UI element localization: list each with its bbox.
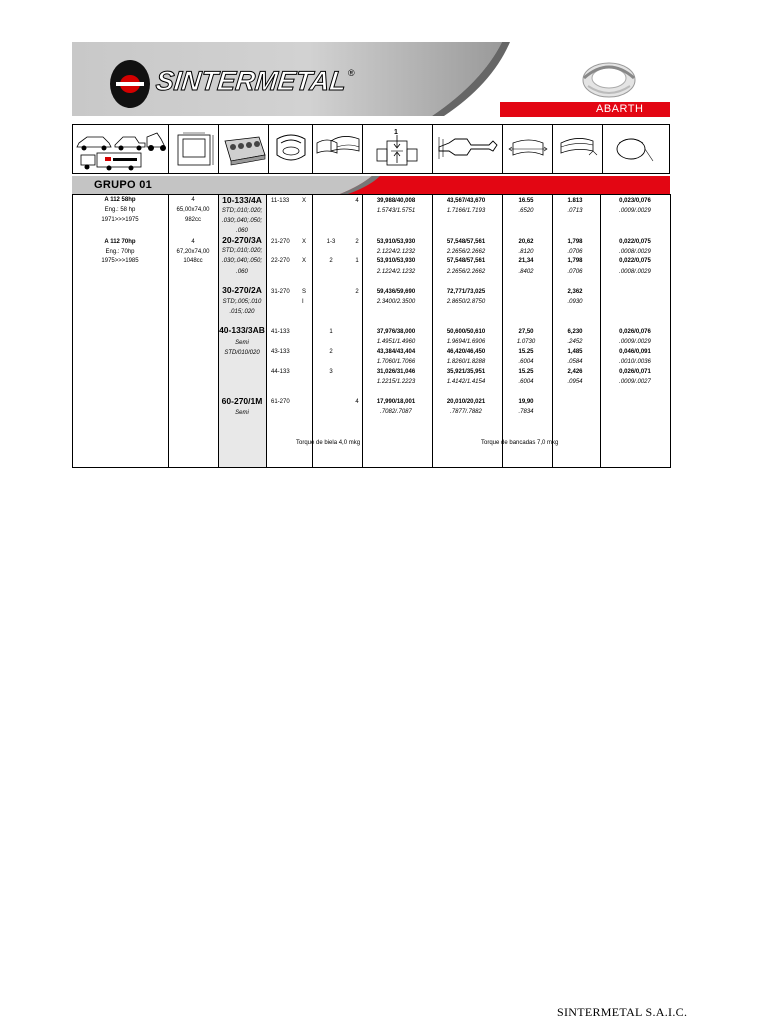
model-cylinders: 4 — [191, 197, 195, 203]
width-in: .8402 — [518, 269, 534, 275]
clearance-in: .0009/.0027 — [619, 379, 651, 385]
clearance-mm: 0,026/0,071 — [619, 369, 651, 375]
thickness-in: .0713 — [567, 208, 583, 214]
group-label: GRUPO 01 — [94, 179, 153, 191]
reference-sizes: .060 — [236, 228, 248, 234]
model-cylinders: 4 — [191, 239, 195, 245]
inner-diameter-in: .7082/.7087 — [380, 409, 412, 415]
thickness-in: .0954 — [567, 379, 583, 385]
width-in: .6004 — [518, 359, 534, 365]
width-in: .7834 — [518, 409, 534, 415]
inner-diameter-mm: 43,384/43,404 — [376, 349, 416, 355]
width-in: .6520 — [518, 208, 534, 214]
width-mm: 19,90 — [518, 399, 534, 405]
thickness-in: .0706 — [567, 269, 583, 275]
svg-text:1: 1 — [394, 129, 398, 136]
outer-diameter-in: 2.2656/2.2662 — [446, 269, 486, 275]
inner-diameter-in: 2.1224/2.1232 — [376, 269, 416, 275]
width-mm: 16.55 — [518, 198, 534, 204]
main-bearing-set-icon — [313, 125, 363, 173]
model-years: 1975>>>1985 — [101, 258, 139, 264]
clearance-in: .0008/.0029 — [619, 269, 651, 275]
brand-logo-icon — [110, 60, 150, 108]
registered-mark: ® — [348, 68, 355, 78]
clearance-mm: 0,023/0,076 — [619, 198, 651, 204]
part-type: X — [302, 198, 307, 204]
inner-diameter-in: 2.1224/2.1232 — [376, 249, 416, 255]
model-displacement: 1048cc — [183, 258, 203, 264]
width-mm: 15.25 — [518, 369, 534, 375]
part-qty: 4 — [355, 399, 359, 405]
thickness-mm: 1,798 — [567, 258, 583, 264]
table-divider — [600, 194, 601, 468]
part-type-secondary: I — [302, 299, 304, 305]
vehicles-icon — [73, 125, 169, 173]
model-engine: Eng.: 58 hp — [104, 207, 136, 213]
reference-sizes: .030;.040;.050; — [221, 258, 263, 264]
part-number: 44-133 — [271, 369, 290, 375]
clearance-in: .0010/.0036 — [619, 359, 651, 365]
part-position: 3 — [329, 369, 333, 375]
reference-sizes: .060 — [236, 269, 248, 275]
part-number: 61-270 — [271, 399, 290, 405]
thickness-mm: 1,485 — [567, 349, 583, 355]
inner-diameter-in: 2.3400/2.3500 — [376, 299, 416, 305]
thickness-in: .0706 — [567, 249, 583, 255]
width-mm: 27,50 — [518, 329, 534, 335]
outer-diameter-mm: 72,771/73,025 — [446, 289, 486, 295]
inner-diameter-in: 1.5743/1.5751 — [376, 208, 416, 214]
inner-diameter-in: 1.2215/1.2223 — [376, 379, 416, 385]
width-in: 1.0730 — [516, 339, 536, 345]
reference-sizes: STD/010/020 — [224, 350, 260, 356]
outer-diameter-mm: 57,548/57,561 — [446, 258, 486, 264]
width-in: .6004 — [518, 379, 534, 385]
reference-code: 30-270/2A — [222, 285, 262, 295]
part-number: 21-270 — [271, 239, 290, 245]
model-bore-stroke: 65,00x74,00 — [176, 207, 210, 213]
inner-diameter-in: 1.7060/1.7066 — [376, 359, 416, 365]
table-divider — [312, 194, 313, 468]
clearance-mm: 0,022/0,075 — [619, 258, 651, 264]
clearance-in: .0008/.0029 — [619, 249, 651, 255]
part-position: 1 — [329, 329, 333, 335]
reference-code: 20-270/3A — [222, 235, 262, 245]
width-in: .8120 — [518, 249, 534, 255]
width-mm: 15.25 — [518, 349, 534, 355]
part-qty: 2 — [355, 239, 359, 245]
bearing-illustration-icon — [578, 56, 640, 100]
part-number: 31-270 — [271, 289, 290, 295]
outer-diameter-in: 1.9694/1.6906 — [446, 339, 486, 345]
outer-diameter-mm: 35,921/35,951 — [446, 369, 486, 375]
main-torque-note: Torque de bancadas 7,0 mkg — [481, 440, 559, 446]
reference-sizes: STD;.010;.020; — [221, 248, 263, 254]
reference-code: 10-133/4A — [222, 195, 262, 205]
part-position: 1-3 — [326, 239, 336, 245]
reference-code: 60-270/1M — [221, 396, 263, 406]
reference-sizes: .015;.020 — [229, 309, 255, 315]
clearance-mm: 0,046/0,091 — [619, 349, 651, 355]
part-qty: 1 — [355, 258, 359, 264]
cylinder-block-icon — [169, 125, 219, 173]
inner-diameter-mm: 17,990/18,001 — [376, 399, 416, 405]
part-qty: 2 — [355, 289, 359, 295]
thickness-in: .2452 — [567, 339, 583, 345]
reference-sizes: .030;.040;.050; — [221, 218, 263, 224]
table-divider — [432, 194, 433, 468]
table-divider — [552, 194, 553, 468]
table-divider — [502, 194, 503, 468]
outer-diameter-mm: 46,420/46,450 — [446, 349, 486, 355]
inner-diameter-mm: 53,910/53,930 — [376, 258, 416, 264]
model-years: 1971>>>1975 — [101, 217, 139, 223]
clearance-in: .0009/.0029 — [619, 208, 651, 214]
reference-code: 40-133/3AB — [219, 325, 265, 335]
inner-diameter-mm: 59,436/59,690 — [376, 289, 416, 295]
part-position: 2 — [329, 258, 333, 264]
column-icons-row — [72, 124, 670, 174]
outer-diameter-in: 1.7166/1.7193 — [446, 208, 486, 214]
outer-diameter-mm: 20,010/20,021 — [446, 399, 486, 405]
part-type: X — [302, 239, 307, 245]
bearing-shell-icon — [269, 125, 313, 173]
thickness-mm: 1,798 — [567, 239, 583, 245]
part-number: 43-133 — [271, 349, 290, 355]
model-displacement: 982cc — [184, 217, 202, 223]
rod-torque-note: Torque de biela 4,0 mkg — [296, 440, 361, 446]
footer-company: SINTERMETAL S.A.I.C. — [557, 1005, 688, 1019]
part-type: X — [302, 258, 307, 264]
outer-diameter-in: 2.8650/2.8750 — [446, 299, 486, 305]
thickness-mm: 6,230 — [567, 329, 583, 335]
part-number: 41-133 — [271, 329, 290, 335]
part-number: 11-133 — [271, 198, 290, 204]
inner-diameter-in: 1.4951/1.4960 — [376, 339, 416, 345]
inner-diameter-mm: 53,910/53,930 — [376, 239, 416, 245]
thickness-mm: 2,362 — [567, 289, 583, 295]
make-label: ABARTH — [596, 103, 644, 115]
inner-diameter-mm: 37,976/38,000 — [376, 329, 416, 335]
thickness-in: .0584 — [567, 359, 583, 365]
thickness-mm: 2,426 — [567, 369, 583, 375]
table-divider — [168, 194, 169, 468]
width-mm: 20,62 — [518, 239, 534, 245]
reference-sizes: Semi — [235, 340, 249, 346]
part-position: 2 — [329, 349, 333, 355]
clearance-icon — [603, 125, 669, 173]
width-mm: 21,34 — [518, 258, 534, 264]
thickness-in: .0930 — [567, 299, 583, 305]
outer-diameter-in: .7877/.7882 — [450, 409, 482, 415]
outer-diameter-in: 1.8260/1.8288 — [446, 359, 486, 365]
model-name: A 112 58hp — [104, 197, 136, 203]
group-bar — [72, 176, 670, 194]
brand-name: SINTERMETAL — [154, 66, 348, 96]
measure-diagram-icon — [363, 125, 433, 173]
clearance-mm: 0,022/0,075 — [619, 239, 651, 245]
engine-block-icon — [219, 125, 269, 173]
outer-diameter-mm: 57,548/57,561 — [446, 239, 486, 245]
bearing-width-icon — [503, 125, 553, 173]
clearance-mm: 0,026/0,076 — [619, 329, 651, 335]
crankshaft-icon — [433, 125, 503, 173]
model-engine: Eng.: 70hp — [105, 249, 135, 255]
clearance-in: .0009/.0029 — [619, 339, 651, 345]
outer-diameter-mm: 43,567/43,670 — [446, 198, 486, 204]
reference-sizes: Semi — [235, 410, 249, 416]
part-number: 22-270 — [271, 258, 290, 264]
part-type: S — [302, 289, 307, 295]
outer-diameter-in: 2.2656/2.2662 — [446, 249, 486, 255]
table-divider — [362, 194, 363, 468]
inner-diameter-mm: 39,988/40,008 — [376, 198, 416, 204]
model-bore-stroke: 67,20x74,00 — [176, 249, 210, 255]
part-qty: 4 — [355, 198, 359, 204]
model-name: A 112 70hp — [104, 239, 136, 245]
thickness-mm: 1.813 — [567, 198, 583, 204]
reference-sizes: STD;.010;.020; — [221, 208, 263, 214]
bearing-thickness-icon — [553, 125, 603, 173]
inner-diameter-mm: 31,026/31,046 — [376, 369, 416, 375]
reference-sizes: STD;.005;.010 — [222, 299, 262, 305]
table-divider — [266, 194, 267, 468]
outer-diameter-in: 1.4142/1.4154 — [446, 379, 486, 385]
outer-diameter-mm: 50,600/50,610 — [446, 329, 486, 335]
